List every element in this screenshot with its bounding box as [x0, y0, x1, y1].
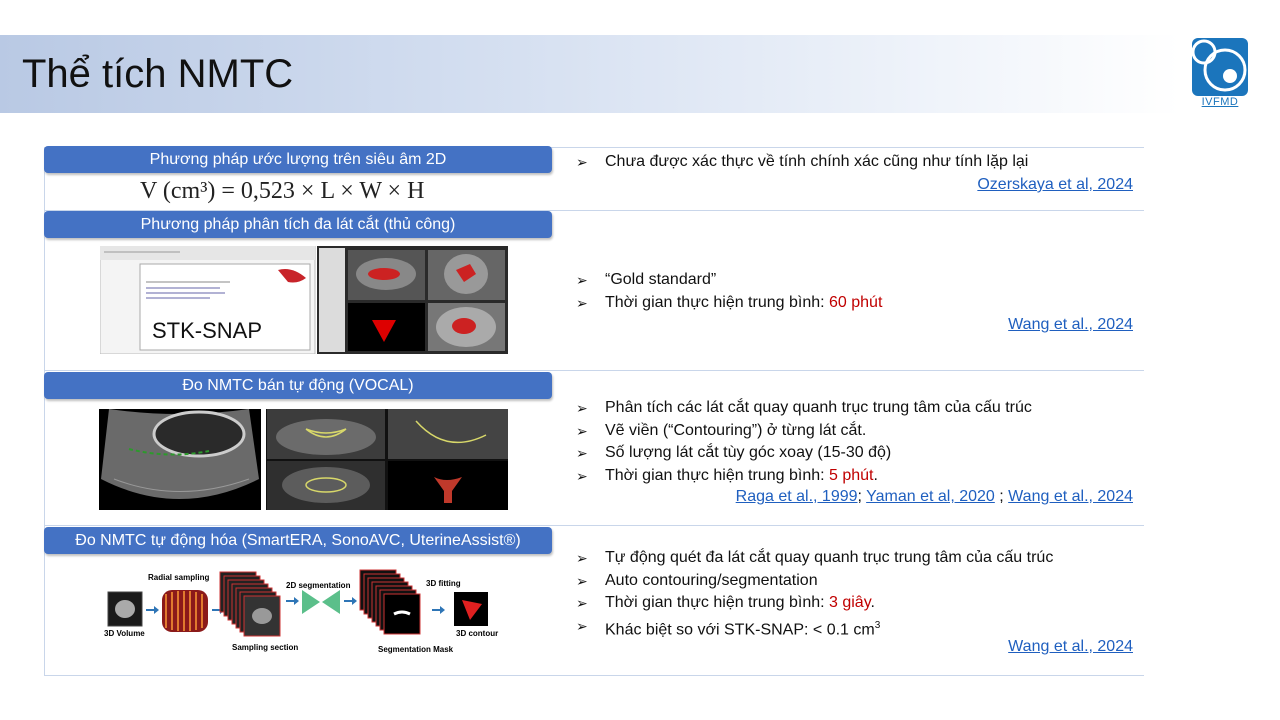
reference	[977, 176, 1133, 194]
reference-link[interactable]: Wang et al., 2024	[1008, 638, 1133, 655]
reference-link[interactable]: Ozerskaya et al, 2024	[977, 176, 1133, 193]
automation-pipeline-diagram	[100, 564, 510, 658]
reference-link[interactable]: Wang et al., 2024	[1008, 488, 1133, 505]
diagram-label: Radial sampling	[148, 573, 210, 582]
reference	[1008, 638, 1133, 656]
bullets-2d	[576, 151, 1028, 174]
bullet-item: ➢ Chưa được xác thực về tính chính xác cũng như tính lặp lại	[576, 151, 1028, 174]
arrow-bullet-icon: ➢	[576, 400, 588, 416]
bullets-manual	[576, 269, 882, 314]
bullet-item: ➢ “Gold standard”	[576, 269, 882, 292]
vocal-ultrasound-image	[99, 409, 261, 510]
logo-text: IVFMD	[1201, 96, 1239, 108]
divider	[44, 675, 1144, 676]
vocal-multiplanar-image	[266, 409, 508, 510]
time-value: 3 giây	[829, 594, 871, 611]
section-header-2d: Phương pháp ước lượng trên siêu âm 2D	[44, 146, 552, 173]
arrow-bullet-icon: ➢	[576, 294, 588, 311]
arrow-bullet-icon: ➢	[576, 572, 588, 589]
bullet-item: ➢ Vẽ viền (“Contouring”) ở từng lát cắt.	[576, 420, 1032, 443]
arrow-bullet-icon: ➢	[576, 422, 588, 439]
slide-title: Thể tích NMTC	[22, 52, 294, 96]
ivfmd-logo	[1192, 38, 1248, 110]
reference: Raga et al., 1999; Yaman et al, 2020 ; Wang et al., 2024	[735, 488, 1133, 505]
arrow-bullet-icon: ➢	[576, 617, 588, 634]
bullet-item: ➢ Auto contouring/segmentation	[576, 570, 1053, 593]
arrow-bullet-icon: ➢	[576, 595, 588, 611]
arrow-bullet-icon: ➢	[576, 467, 588, 484]
bullet-item: ➢ Thời gian thực hiện trung bình: 5 phút.	[576, 465, 1032, 488]
divider	[44, 370, 1144, 371]
arrow-bullet-icon: ➢	[576, 550, 588, 566]
bullet-item: ➢ Thời gian thực hiện trung bình: 3 giây.	[576, 592, 1053, 615]
bullet-item: ➢ Số lượng lát cắt tùy góc xoay (15-30 độ)	[576, 442, 1032, 465]
unit-superscript: 3	[874, 619, 881, 631]
time-value: 60 phút	[829, 293, 883, 311]
divider	[44, 525, 1144, 526]
volume-formula: V (cm³) = 0,523 × L × W × H	[140, 178, 425, 204]
reference-link[interactable]: Yaman et al, 2020	[866, 488, 995, 505]
diagram-label: 3D fitting	[426, 579, 461, 588]
section-header-manual: Phương pháp phân tích đa lát cắt (thủ công)	[44, 211, 552, 238]
bullets-vocal	[576, 397, 1032, 487]
diagram-label: 2D segmentation	[286, 581, 351, 590]
arrow-bullet-icon: ➢	[576, 154, 588, 170]
reference-link[interactable]: Raga et al., 1999	[735, 488, 858, 505]
diagram-label: Sampling section	[232, 643, 299, 652]
reference	[1008, 316, 1133, 334]
diagram-label: 3D contour	[456, 629, 499, 638]
arrow-bullet-icon: ➢	[576, 272, 588, 288]
reference-link[interactable]: Wang et al., 2024	[1008, 316, 1133, 333]
bullet-item: ➢ Tự động quét đa lát cắt quay quanh trục trung tâm của cấu trúc	[576, 547, 1053, 570]
logo-mark	[1192, 38, 1248, 96]
bullet-item: ➢ Thời gian thực hiện trung bình: 60 phút	[576, 292, 882, 315]
section-header-automated: Đo NMTC tự động hóa (SmartERA, SonoAVC, UterineAssist®)	[44, 527, 552, 554]
bullets-automated	[576, 547, 1053, 641]
time-value: 5 phút	[829, 466, 874, 484]
bullet-item: ➢ Khác biệt so với STK-SNAP: < 0.1 $cm^3$	[576, 615, 1053, 642]
stk-snap-label: STK-SNAP	[152, 318, 263, 343]
diagram-label: Segmentation Mask	[378, 645, 454, 654]
arrow-bullet-icon: ➢	[576, 445, 588, 461]
section-header-vocal: Đo NMTC bán tự động (VOCAL)	[44, 372, 552, 399]
diagram-label: 3D Volume	[104, 629, 145, 638]
bullet-item: ➢ Phân tích các lát cắt quay quanh trục trung tâm của cấu trúc	[576, 397, 1032, 420]
